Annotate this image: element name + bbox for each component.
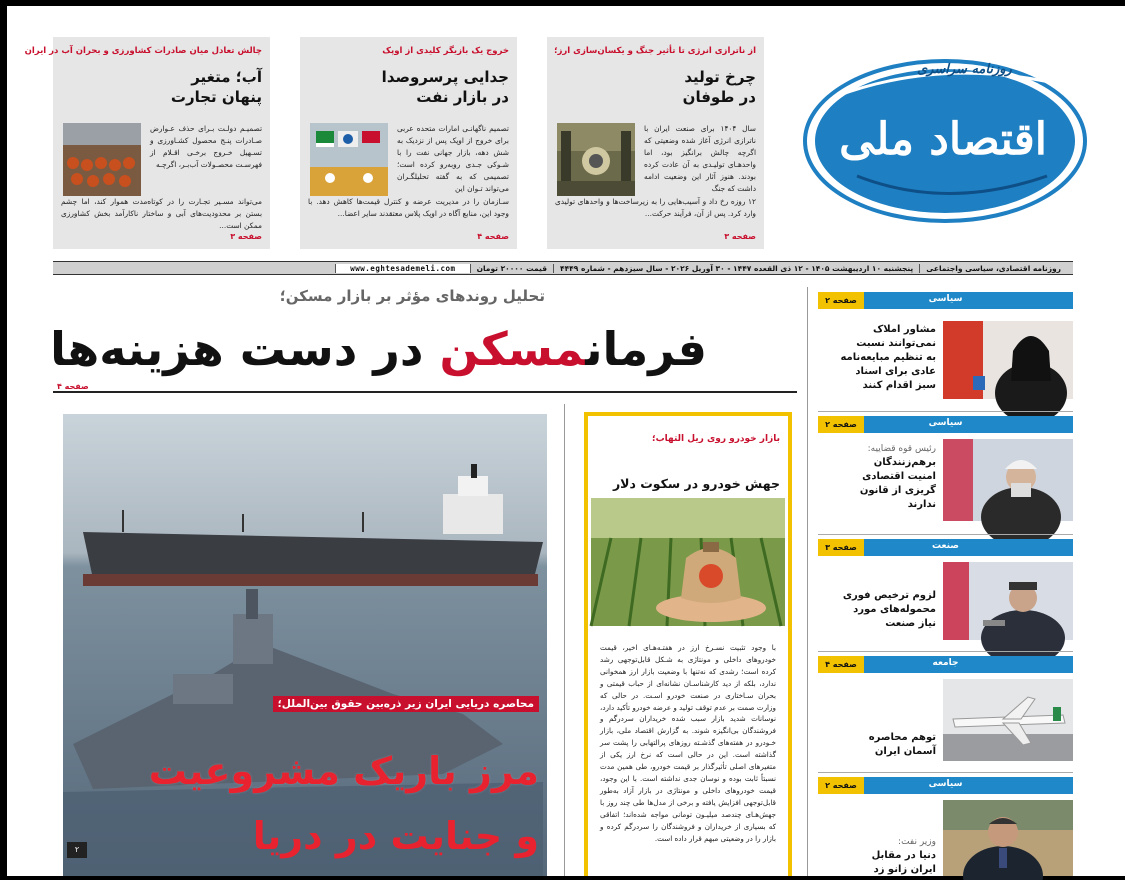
ships-photo xyxy=(63,414,547,876)
story-kicker: بازار خودرو روی ریل التهاب؛ xyxy=(652,434,780,444)
teaser-water[interactable] xyxy=(24,37,270,249)
divider xyxy=(818,534,1073,535)
money-bag-photo xyxy=(591,498,785,626)
divider xyxy=(818,651,1073,652)
teaser-body-cont: ۱۲ روزه رخ داد و آسیب‌هایی را به زیرساخت‌ها و واحدهای تولیدی وارد کرد. پس از آن، فرآیند حرکت... xyxy=(555,197,756,218)
story-body: با وجود تثبیت نسـرخ ارز در هفتـه‌هـای اخیر، قیمت خودروهای داخلی و مونتاژی به شـکل قابل‌توجهی رشد کرده است؛ رشدی که نه‌تنها با وضعیت بازار ارز همخوانی ندارد، بلکه از دید کارشناسـان نشانه‌ای از حباب قیمتی و بحران سـاختاری در صنعت خودرو اسـت. در حالی که وزارت صمت بر عدم توقف تولید و عرضه خودرو تأکید دارد، نوسانات شدید بازار سبب شده خریداران سردرگم و فروشندگان بی‌انگیزه شوند. به گزارش اقتصاد ملی، بازار خـودرو در هفته‌های گذشـته روزهای پرالتهابی را پشت سر گذاشته است. این در حالی است که نرخ ارز یکی از متغیرهای اصلی تأثیرگذار بر قیمت خودرو، طی همین مدت نسبتاً ثابت بوده و نوسان جدی نداشته است. با این وجود، قیمت خودروهای داخلی و مونتاژی در بازار آزاد به‌طور قابل‌توجهی افزایش یافته و برخی از مدل‌ها طی چند روز با جهش‌هـای چندصد میلیـون تومانی مواجه شده‌اند؛ اتفاقی که بسیاری از خریداران و فروشندگان را سردرگم کرده و بازار را در وضعیتی مبهم قرار داده است. xyxy=(600,643,776,843)
sidebar-photo xyxy=(943,439,1073,521)
photo-headline-line2: و جنایت در دریا xyxy=(252,814,539,858)
teaser-page-ref[interactable]: صفحه ۳ xyxy=(724,232,756,241)
photo-caption: محاصره دریایی ایران زیر ذره‌بین حقوق بین‌الملل؛ xyxy=(273,696,539,712)
photo-headline-line1: مرز باریک مشروعیت xyxy=(148,749,539,793)
teaser-kicker: از ناترازی انرژی تا تأثیر جنگ و یکسان‌سازی ارز؛ xyxy=(554,46,756,56)
main-surtitle: تحلیل روندهای مؤثر بر بازار مسکن؛ xyxy=(279,287,545,305)
main-headline[interactable]: فرمانمسکن در دست هزینه‌ها xyxy=(50,322,707,376)
page-tag: صفحه ۲ xyxy=(818,416,864,433)
sidebar-headline[interactable]: لزوم ترخیص فوری محموله‌های مورد نیاز صنعت xyxy=(842,590,936,629)
divider xyxy=(818,772,1073,773)
factory-thumbnail xyxy=(557,123,635,196)
sidebar-headline[interactable]: مشاور املاک نمی‌توانند نسبت به تنظیم مبایعه‌نامه عادی برای اسناد سبز اقدام کنند xyxy=(840,324,936,391)
sidebar-photo xyxy=(943,800,1073,876)
column-divider xyxy=(807,287,808,876)
issue-price: قیمت ۲۰۰۰۰ تومان xyxy=(470,264,553,273)
opec-thumbnail xyxy=(310,123,388,196)
photo-page-ref[interactable]: ۲ xyxy=(67,842,87,858)
teaser-page-ref[interactable]: صفحه ۳ xyxy=(230,232,262,241)
teaser-title: چرخ تولید در طوفان xyxy=(682,68,756,106)
main-page-ref[interactable]: صفحه ۴ xyxy=(57,382,89,391)
website-link[interactable]: www.eghtesademeli.com xyxy=(335,264,469,273)
issue-date: پنجشنبه ۱۰ اردیبهشت ۱۴۰۵ - ۱۲ ذی القعده ۱۴۴۷ - ۳۰ آوریل ۲۰۲۶ - سال سیزدهم - شماره ۴۴۴۹ xyxy=(553,264,919,273)
teaser-industry[interactable] xyxy=(547,37,764,249)
teaser-body: تصمیم ناگهانـی امارات متحده عربی برای خروج از اوپک پس از نزدیک به شش دهه، بازار جهانی نفت را با شـوکی جـدی روبه‌رو کرده است؛ تصمیمی که به گفته تحلیلگـران می‌تواند تـوان این xyxy=(397,124,509,193)
section-header-politics[interactable]: سیاسی صفحه ۲ xyxy=(818,416,1073,433)
teaser-title: آب؛ متغیر پنهان تجارت xyxy=(170,68,262,106)
page-tag: صفحه ۲ xyxy=(818,292,864,309)
divider xyxy=(818,411,1073,412)
sidebar-headline[interactable]: وزیر نفت: دنیا در مقابل ایران زانو زد xyxy=(871,837,936,875)
sidebar-headline[interactable]: رئیس قوه قضاییه: برهم‌زنندگان امنیت اقتصادی گریزی از قانون ندارند xyxy=(859,444,936,510)
teaser-kicker: خروج یک بازیگر کلیدی از اوپک xyxy=(382,46,509,56)
teaser-body-cont: می‌تواند مسـیر تجـارت را در کوتاه‌مدت هموار کند، اما چشم بستن بر محدودیت‌های آبی و ساختار ناکارآمد بخش کشاورزی ممکن است... xyxy=(61,197,262,230)
sidebar-headline[interactable]: توهم محاصره آسمان ایران xyxy=(868,732,936,757)
column-divider xyxy=(564,404,565,876)
section-header-politics[interactable]: سیاسی صفحه ۲ xyxy=(818,292,1073,309)
page-tag: صفحه ۲ xyxy=(818,777,864,794)
sidebar-photo xyxy=(943,679,1073,761)
teaser-body-cont: سـازمان را در مدیریت عرضه و کنترل قیمت‌ها کاهش دهد. با وجود این، منابع آگاه در اوپک پلاس معتقدند سایر اعضا... xyxy=(308,197,509,218)
page-tag: صفحه ۴ xyxy=(818,656,864,673)
teaser-oil[interactable] xyxy=(300,37,517,249)
sidebar-photo xyxy=(943,562,1073,640)
teaser-page-ref[interactable]: صفحه ۴ xyxy=(477,232,509,241)
issue-info-bar xyxy=(53,261,1073,275)
newspaper-front-page xyxy=(7,6,1125,876)
car-market-story[interactable] xyxy=(584,412,792,876)
teaser-body: تصمیـم دولـت بـرای حذف عـوارض صـادرات پنـج محصول کشـاورزی و تسـهیل خـروج برخـی اقـلام از فهرسـت محصـولات آب‌بـر، اگرچـه xyxy=(150,124,262,169)
section-header-society[interactable]: جامعه صفحه ۴ xyxy=(818,656,1073,673)
section-header-industry[interactable]: صنعت صفحه ۳ xyxy=(818,539,1073,556)
teaser-title: جدایی پرسروصدا در بازار نفت xyxy=(381,68,509,106)
paper-category: روزنامه اقتصادی، سیاسی واجتماعی xyxy=(919,264,1067,273)
market-thumbnail xyxy=(63,123,141,196)
logo-name: اقتصاد ملی xyxy=(839,114,1047,165)
story-title: جهش خودرو در سکوت دلار xyxy=(612,476,780,491)
headline-divider xyxy=(53,391,797,393)
sidebar-photo xyxy=(943,321,1073,399)
masthead-logo[interactable] xyxy=(797,36,1107,226)
teaser-body: سال ۱۴۰۴ برای صنعت ایران با ناترازی انرژی آغاز شده وضعیتی که اگرچه چالش برانگیز بود، اما واحدهـای تولیـدی به آن عادت کرده بودند. هنوز آثار این وضعیت ادامه داشت که جنگ xyxy=(644,124,756,193)
logo-tagline: روزنامه سراسری xyxy=(917,62,1012,77)
teaser-kicker: چالش تعادل میان صادرات کشاورزی و بحران آب در ایران xyxy=(24,46,262,56)
section-header-politics[interactable]: سیاسی صفحه ۲ xyxy=(818,777,1073,794)
naval-photo-story[interactable] xyxy=(63,414,547,876)
page-tag: صفحه ۳ xyxy=(818,539,864,556)
